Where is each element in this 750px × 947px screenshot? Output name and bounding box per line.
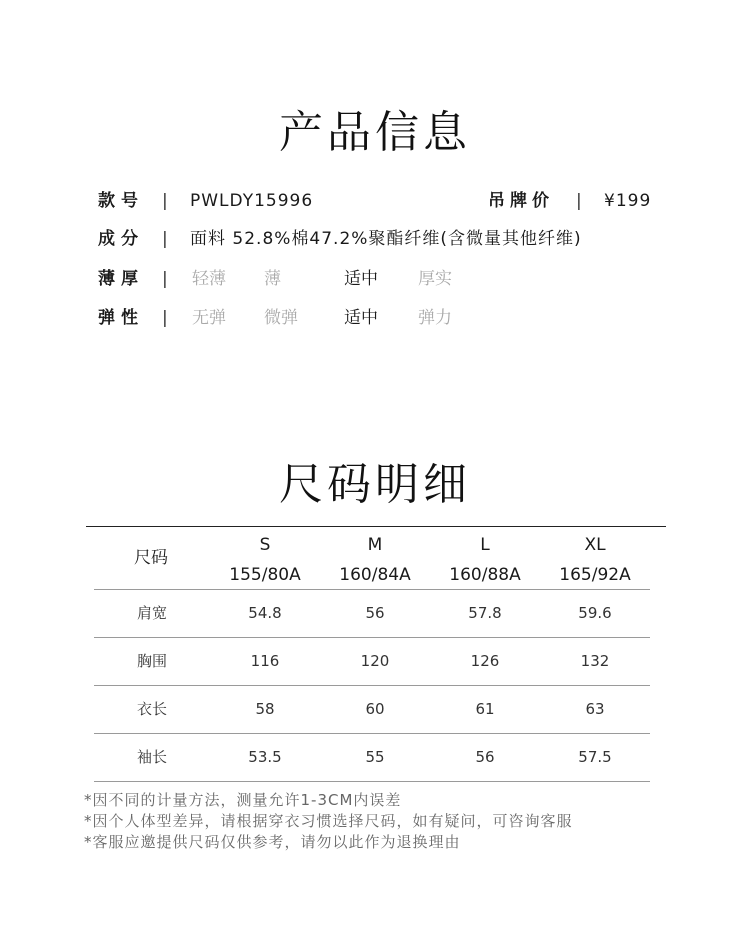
table-cell: 57.5 (578, 748, 612, 766)
note-reference: *客服应邀提供尺码仅供参考，请勿以此作为退换理由 (84, 833, 461, 851)
table-row (94, 733, 650, 782)
row-label: 袖长 (136, 748, 167, 766)
size-table (86, 526, 666, 782)
style-no-value: PWLDY15996 (190, 191, 314, 211)
elasticity-option: 无弹 (192, 308, 226, 328)
thickness-option: 轻薄 (192, 269, 226, 289)
row-label: 胸围 (136, 652, 167, 670)
size-spec: 155/80A (229, 565, 301, 585)
table-cell: 120 (360, 652, 390, 670)
size-name: L (480, 535, 490, 555)
table-header (86, 527, 666, 589)
table-cell: 55 (365, 748, 385, 766)
table-cell: 56 (475, 748, 495, 766)
composition-label: 成分 (98, 229, 144, 249)
size-name: M (367, 535, 383, 555)
separator: | (162, 191, 168, 211)
composition-value: 面料 52.8%棉47.2%聚酯纤维(含微量其他纤维) (190, 229, 582, 249)
separator: | (162, 269, 168, 289)
table-row (94, 637, 650, 685)
style-no-label: 款号 (98, 191, 144, 211)
thickness-label: 薄厚 (98, 269, 144, 289)
separator: | (576, 191, 582, 211)
table-row (94, 589, 650, 637)
size-header-label: 尺码 (134, 548, 168, 568)
table-cell: 132 (580, 652, 610, 670)
table-row (94, 685, 650, 733)
tag-price-label: 吊牌价 (488, 191, 554, 211)
product-info-title: 产品信息 (279, 107, 471, 158)
elasticity-option: 适中 (344, 308, 378, 328)
tag-price-value: ¥199 (604, 191, 652, 211)
table-cell: 126 (470, 652, 500, 670)
table-cell: 60 (365, 700, 385, 718)
size-name: S (259, 535, 271, 555)
size-column-header (210, 527, 320, 586)
elasticity-option: 弹力 (418, 308, 452, 328)
table-cell: 61 (475, 700, 495, 718)
size-chart-title: 尺码明细 (279, 459, 471, 510)
table-cell: 57.8 (468, 604, 502, 622)
thickness-option: 厚实 (418, 269, 452, 289)
size-spec: 160/88A (449, 565, 521, 585)
separator: | (162, 229, 168, 249)
size-spec: 165/92A (559, 565, 631, 585)
size-spec: 160/84A (339, 565, 411, 585)
table-cell: 53.5 (248, 748, 282, 766)
table-cell: 59.6 (578, 604, 612, 622)
table-cell: 63 (585, 700, 605, 718)
elasticity-option: 微弹 (264, 308, 298, 328)
row-label: 衣长 (136, 700, 167, 718)
size-column-header (320, 527, 430, 586)
thickness-option: 薄 (264, 269, 281, 289)
separator: | (162, 308, 168, 328)
size-name: XL (584, 535, 606, 555)
size-column-header (430, 527, 540, 586)
note-body-type: *因个人体型差异，请根据穿衣习惯选择尺码，如有疑问，可咨询客服 (84, 812, 573, 830)
table-cell: 58 (255, 700, 275, 718)
elasticity-label: 弹性 (98, 308, 144, 328)
thickness-option: 适中 (344, 269, 378, 289)
table-cell: 116 (250, 652, 280, 670)
table-cell: 56 (365, 604, 385, 622)
row-label: 肩宽 (136, 604, 167, 622)
note-measurement: *因不同的计量方法，测量允许1-3CM内误差 (84, 791, 402, 809)
table-cell: 54.8 (248, 604, 282, 622)
size-column-header (540, 527, 650, 586)
